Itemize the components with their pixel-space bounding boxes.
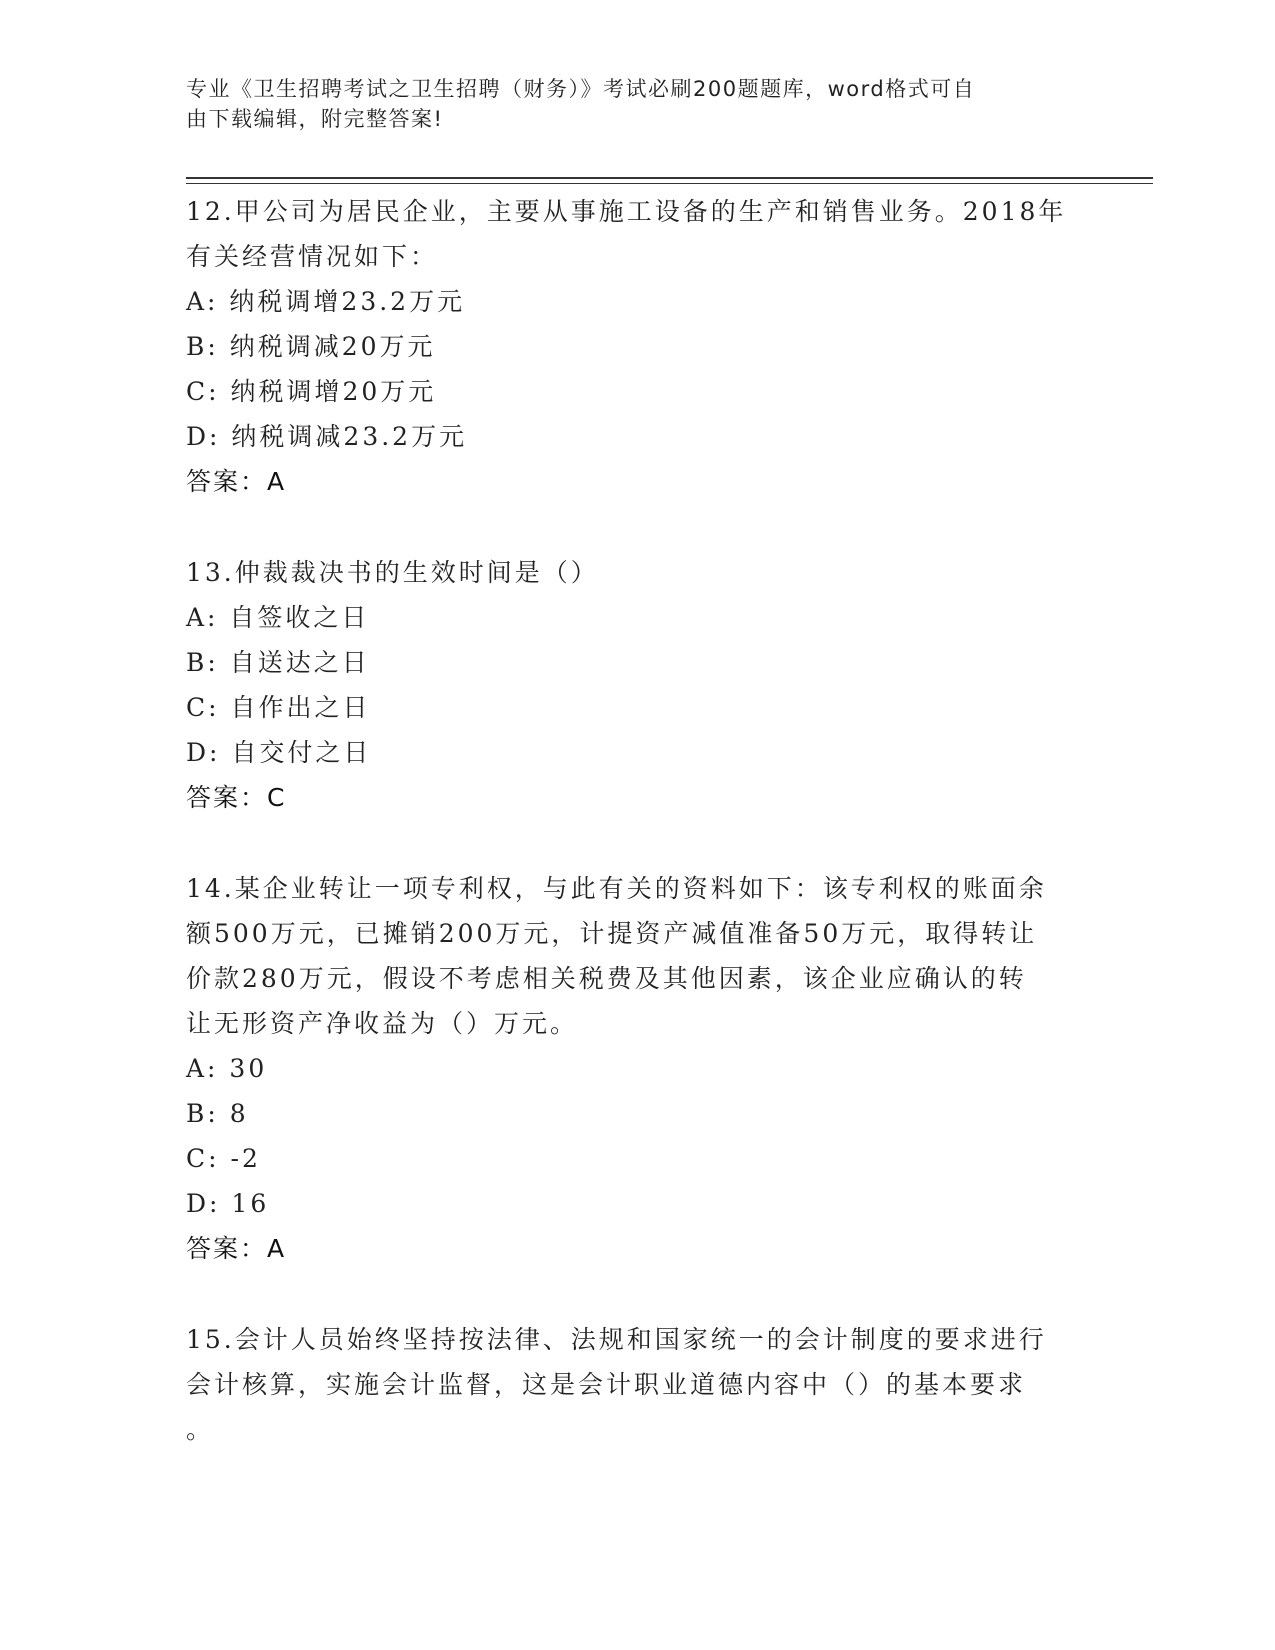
question-stem-line: 让无形资产净收益为（）万元。 bbox=[186, 1009, 579, 1038]
option-d: D: 16 bbox=[186, 1189, 270, 1218]
question-stem-line: 。 bbox=[186, 1415, 212, 1444]
option-b: B: 纳税调减20万元 bbox=[186, 332, 436, 361]
question-12 bbox=[186, 189, 1086, 504]
option-a: A: 纳税调增23.2万元 bbox=[186, 287, 466, 316]
question-list bbox=[186, 189, 1086, 1498]
question-stem-line: 15.会计人员始终坚持按法律、法规和国家统一的会计制度的要求进行 bbox=[186, 1325, 1047, 1354]
question-stem-line: 额500万元，已摊销200万元，计提资产减值准备50万元，取得转让 bbox=[186, 919, 1038, 948]
option-c: C: -2 bbox=[186, 1144, 261, 1173]
question-stem-line: 有关经营情况如下： bbox=[186, 242, 439, 271]
question-13 bbox=[186, 550, 1086, 820]
question-stem-line: 14.某企业转让一项专利权，与此有关的资料如下：该专利权的账面余 bbox=[186, 874, 1047, 903]
document-header bbox=[186, 74, 1066, 134]
option-d: D: 纳税调减23.2万元 bbox=[186, 422, 468, 451]
answer-line: 答案：C bbox=[186, 783, 287, 812]
question-15 bbox=[186, 1317, 1086, 1452]
option-a: A: 30 bbox=[186, 1054, 268, 1083]
question-stem-line: 会计核算，实施会计监督，这是会计职业道德内容中（）的基本要求 bbox=[186, 1370, 1027, 1399]
answer-line: 答案：A bbox=[186, 467, 287, 496]
option-d: D: 自交付之日 bbox=[186, 738, 372, 767]
question-14 bbox=[186, 866, 1086, 1271]
question-stem-line: 13.仲裁裁决书的生效时间是（） bbox=[186, 558, 599, 587]
header-line-2: 由下载编辑，附完整答案! bbox=[186, 107, 444, 131]
option-b: B: 8 bbox=[186, 1099, 249, 1128]
option-a: A: 自签收之日 bbox=[186, 603, 370, 632]
header-divider-thick bbox=[186, 177, 1153, 179]
option-b: B: 自送达之日 bbox=[186, 648, 370, 677]
option-c: C: 自作出之日 bbox=[186, 693, 371, 722]
question-stem-line: 价款280万元，假设不考虑相关税费及其他因素，该企业应确认的转 bbox=[186, 964, 1027, 993]
question-stem-line: 12.甲公司为居民企业，主要从事施工设备的生产和销售业务。2018年 bbox=[186, 197, 1067, 226]
answer-line: 答案：A bbox=[186, 1234, 287, 1263]
header-divider-thin bbox=[186, 183, 1153, 184]
header-line-1: 专业《卫生招聘考试之卫生招聘（财务）》考试必刷200题题库，word格式可自 bbox=[186, 77, 976, 101]
option-c: C: 纳税调增20万元 bbox=[186, 377, 437, 406]
